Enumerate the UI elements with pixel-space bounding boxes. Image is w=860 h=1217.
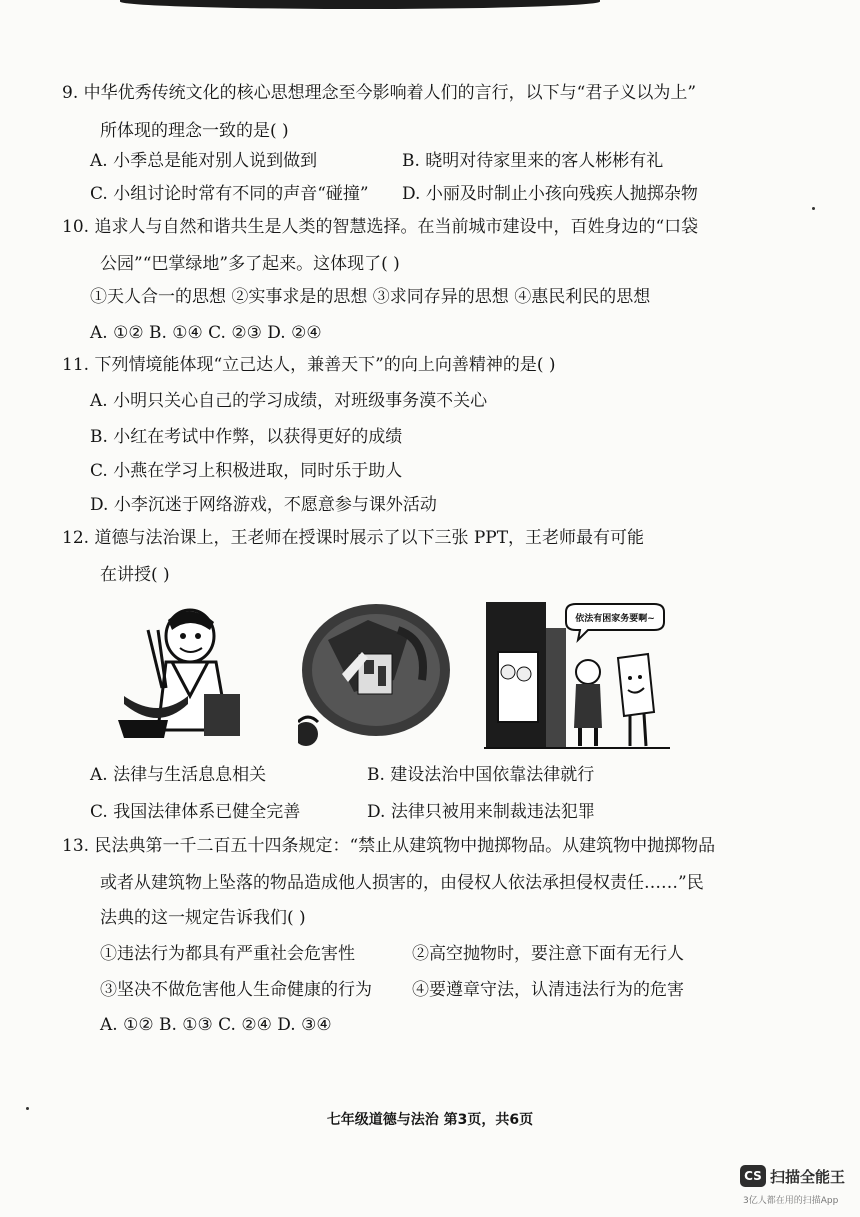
q11-option-c: C. 小燕在学习上积极进取，同时乐于助人 xyxy=(90,461,403,481)
q13-item-3: ③坚决不做危害他人生命健康的行为 xyxy=(100,980,372,1000)
ppt-speech-bubble-text: 依法有困家务要啊~ xyxy=(575,614,655,624)
q9-option-d: D. 小丽及时制止小孩向残疾人抛掷杂物 xyxy=(402,184,698,204)
q10-stem-line1: 10. 追求人与自然和谐共生是人类的智慧选择。在当前城市建设中，百姓身边的“口袋 xyxy=(62,217,699,237)
q11-option-d: D. 小李沉迷于网络游戏，不愿意参与课外活动 xyxy=(90,495,437,515)
q13-choices: A. ①② B. ①③ C. ②④ D. ③④ xyxy=(100,1015,332,1035)
ppt-figure-shop xyxy=(484,600,670,750)
scanner-app-name: 扫描全能王 xyxy=(770,1168,846,1186)
page-footer: 七年级道德与法治 第3页，共6页 xyxy=(326,1112,534,1128)
q12-option-c: C. 我国法律体系已健全完善 xyxy=(90,802,301,822)
ppt-figure-collage xyxy=(298,600,454,750)
ppt-figure-man-eating xyxy=(118,600,248,750)
q13-stem-line3: 法典的这一规定告诉我们( ) xyxy=(100,908,306,928)
q12-option-a: A. 法律与生活息息相关 xyxy=(90,765,267,785)
q9-stem-line1: 9. 中华优秀传统文化的核心思想理念至今影响着人们的言行，以下与“君子义以为上” xyxy=(62,83,697,103)
scanner-tagline: 3亿人都在用的扫描App xyxy=(743,1196,839,1206)
q10-stem-line2: 公园”“巴掌绿地”多了起来。这体现了( ) xyxy=(100,254,400,274)
q13-stem-line1: 13. 民法典第一千二百五十四条规定：“禁止从建筑物中抛掷物品。从建筑物中抛掷物品 xyxy=(62,836,716,856)
q10-items: ①天人合一的思想 ②实事求是的思想 ③求同存异的思想 ④惠民利民的思想 xyxy=(90,287,651,307)
q13-item-4: ④要遵章守法，认清违法行为的危害 xyxy=(412,980,684,1000)
scan-speck xyxy=(812,207,815,210)
q12-stem-line1: 12. 道德与法治课上，王老师在授课时展示了以下三张 PPT，王老师最有可能 xyxy=(62,528,645,548)
q12-option-d: D. 法律只被用来制裁违法犯罪 xyxy=(367,802,595,822)
q9-option-a: A. 小季总是能对别人说到做到 xyxy=(90,151,318,171)
scan-top-edge xyxy=(120,0,600,9)
q10-choices: A. ①② B. ①④ C. ②③ D. ②④ xyxy=(90,323,322,343)
q12-option-b: B. 建设法治中国依靠法律就行 xyxy=(367,765,595,785)
q9-stem-line2: 所体现的理念一致的是( ) xyxy=(100,121,289,141)
q11-option-a: A. 小明只关心自己的学习成绩，对班级事务漠不关心 xyxy=(90,391,488,411)
q12-stem-line2: 在讲授( ) xyxy=(100,565,170,585)
q13-item-2: ②高空抛物时，要注意下面有无行人 xyxy=(412,944,684,964)
q13-item-1: ①违法行为都具有严重社会危害性 xyxy=(100,944,355,964)
q9-option-b: B. 晓明对待家里来的客人彬彬有礼 xyxy=(402,151,664,171)
q9-option-c: C. 小组讨论时常有不同的声音“碰撞” xyxy=(90,184,369,204)
q11-option-b: B. 小红在考试中作弊，以获得更好的成绩 xyxy=(90,427,403,447)
q11-stem: 11. 下列情境能体现“立己达人，兼善天下”的向上向善精神的是( ) xyxy=(62,355,556,375)
q13-stem-line2: 或者从建筑物上坠落的物品造成他人损害的，由侵权人依法承担侵权责任……”民 xyxy=(100,873,704,893)
scanner-logo-icon: CS xyxy=(740,1165,766,1187)
